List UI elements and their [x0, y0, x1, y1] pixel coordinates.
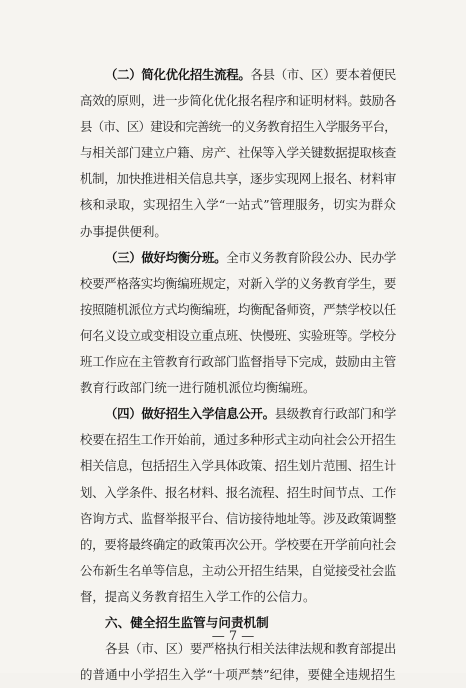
body-text: 县级教育行政部门和学: [274, 406, 396, 422]
body-text: 办事提供便利。: [80, 223, 167, 239]
body-text: 班工作应在主管教育行政部门监督指导下完成，鼓励由主管: [80, 354, 396, 370]
text-line: [80, 401, 396, 427]
text-line: [80, 323, 396, 349]
text-line: [80, 219, 396, 245]
text-line: [80, 140, 396, 166]
text-line: [80, 297, 396, 323]
body-text: 的普通中小学招生入学“十项严禁”纪律，要健全违规招生: [80, 667, 396, 683]
body-text: 与相关部门建立户籍、房产、社保等入学关键数据提取核查: [80, 145, 396, 161]
body-text: 相关信息，包括招生入学具体政策、招生划片范围、招生计: [80, 458, 396, 474]
text-line: [80, 558, 396, 584]
text-line: [80, 453, 396, 479]
text-line: [80, 375, 396, 401]
body-text: 校要在招生工作开始前，通过多种形式主动向社会公开招生: [80, 432, 396, 448]
section-heading: 六、健全招生监管与问责机制: [105, 614, 269, 630]
body-text: 划、入学条件、报名材料、报名流程、招生时间节点、工作: [80, 484, 396, 500]
document-body: [80, 62, 396, 688]
body-text: 各县（市、区）要严格执行相关法律法规和教育部提出: [105, 641, 396, 657]
text-line: [80, 662, 396, 688]
page-number: — 7 —: [211, 629, 255, 644]
body-text: 县（市、区）建设和完善统一的义务教育招生入学服务平台，: [80, 119, 396, 135]
body-text: 咨询方式、监督举报平台、信访接待地址等。涉及政策调整: [80, 510, 396, 526]
text-line: [80, 480, 396, 506]
body-text: 全市义务教育阶段公办、民办学: [226, 249, 396, 265]
body-text: 的，要将最终确定的政策再次公开。学校要在开学前向社会: [80, 536, 396, 552]
body-text: 公布新生名单等信息，主动公开招生结果，自觉接受社会监: [80, 562, 396, 578]
body-text: 高效的原则，进一步简化优化报名程序和证明材料。鼓励各: [80, 93, 396, 109]
text-line: [80, 166, 396, 192]
subsection-heading: （三）做好均衡分班。: [105, 249, 227, 265]
body-text: 核和录取，实现招生入学“一站式”管理服务，切实为群众: [80, 197, 396, 213]
text-line: [80, 192, 396, 218]
body-text: 何名义设立或变相设立重点班、快慢班、实验班等。学校分: [80, 327, 396, 343]
text-line: [80, 62, 396, 88]
body-text: 机制，加快推进相关信息共享，逐步实现网上报名、材料审: [80, 171, 396, 187]
subsection-heading: （四）做好招生入学信息公开。: [105, 406, 275, 422]
text-line: [80, 88, 396, 114]
body-text: 各县（市、区）要本着便民: [250, 67, 396, 82]
body-text: 督，提高义务教育招生入学工作的公信力。: [80, 588, 316, 604]
body-text: 教育行政部门统一进行随机派位均衡编班。: [80, 380, 316, 396]
body-text: 按照随机派位方式均衡编班，均衡配备师资，严禁学校以任: [80, 301, 396, 317]
text-line: [80, 584, 396, 610]
subsection-heading: （二）简化优化招生流程。: [105, 67, 251, 82]
text-line: [80, 114, 396, 140]
body-text: 校要严格落实均衡编班规定，对新入学的义务教育学生，要: [80, 275, 396, 291]
text-line: [80, 245, 396, 271]
text-line: [80, 427, 396, 453]
text-line: [80, 271, 396, 297]
text-line: [80, 532, 396, 558]
text-line: [80, 506, 396, 532]
text-line: [80, 349, 396, 375]
